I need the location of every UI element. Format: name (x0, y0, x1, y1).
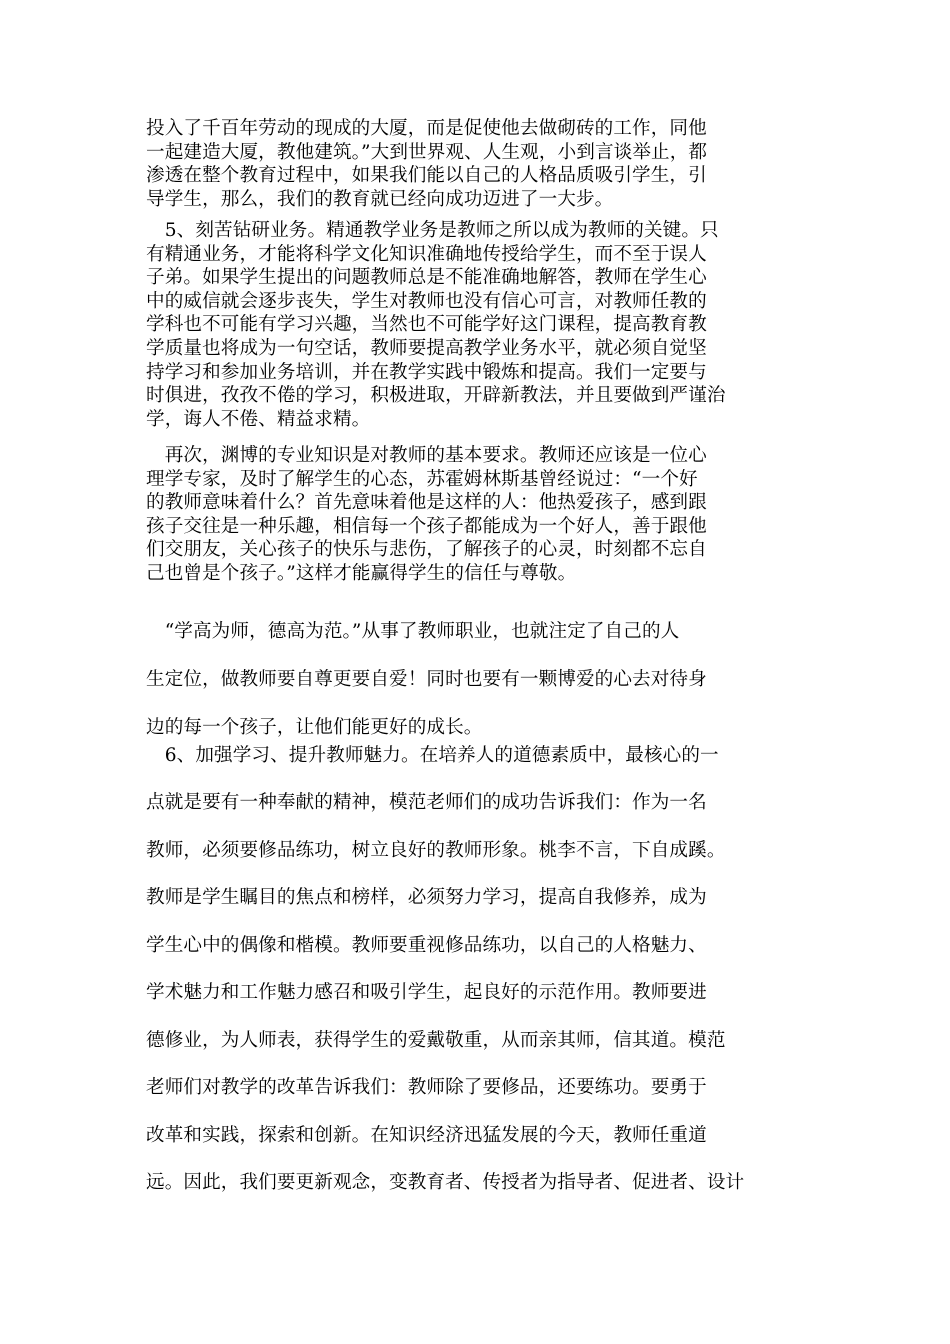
paragraph-line: 6、加强学习、提升教师魅力。在培养人的道德素质中，最核心的一 (146, 745, 719, 766)
paragraph-line: 渗透在整个教育过程中，如果我们能以自己的人格品质吸引学生，引 (146, 165, 707, 187)
paragraph-line: 生定位，做教师要自尊更要自爱！同时也要有一颗博爱的心去对待身 (146, 668, 707, 690)
paragraph-line: 一起建造大厦，教他建筑。”大到世界观、人生观，小到言谈举止，都 (146, 141, 708, 163)
paragraph-line: 改革和实践，探索和创新。在知识经济迅猛发展的今天，教师任重道 (146, 1124, 707, 1146)
paragraph-line: 学术魅力和工作魅力感召和吸引学生，起良好的示范作用。教师要进 (146, 982, 707, 1004)
paragraph-line: 点就是要有一种奉献的精神，模范老师们的成功告诉我们：作为一名 (146, 792, 707, 814)
paragraph-line: 学质量也将成为一句空话，教师要提高教学业务水平，就必须自觉坚 (146, 337, 707, 359)
paragraph-line: 投入了千百年劳动的现成的大厦，而是促使他去做砌砖的工作，同他 (146, 118, 707, 139)
paragraph-line: 学科也不可能有学习兴趣，当然也不可能学好这门课程，提高教育教 (146, 314, 707, 336)
paragraph-line: 们交朋友，关心孩子的快乐与悲伤，了解孩子的心灵，时刻都不忘自 (146, 539, 707, 561)
paragraph-line: 导学生，那么，我们的教育就已经向成功迈进了一大步。 (146, 188, 614, 210)
paragraph-line: “学高为师，德高为范。”从事了教师职业，也就注定了自己的人 (146, 621, 680, 642)
paragraph-line: 有精通业务，才能将科学文化知识准确地传授给学生，而不至于误人 (146, 243, 707, 265)
paragraph-4 (146, 620, 806, 764)
paragraph-line: 教师是学生瞩目的焦点和榜样，必须努力学习，提高自我修养，成为 (146, 887, 707, 909)
paragraph-line: 德修业，为人师表，获得学生的爱戴敬重，从而亲其师，信其道。模范 (146, 1029, 726, 1051)
paragraph-line: 学生心中的偶像和楷模。教师要重视修品练功，以自己的人格魅力、 (146, 934, 707, 956)
paragraph-1 (146, 117, 806, 211)
paragraph-line: 边的每一个孩子，让他们能更好的成长。 (146, 716, 483, 738)
paragraph-line: 远。因此，我们要更新观念，变教育者、传授者为指导者、促进者、设计 (146, 1172, 745, 1194)
paragraph-line: 的教师意味着什么？首先意味着他是这样的人：他热爱孩子，感到跟 (146, 492, 707, 514)
paragraph-line: 孩子交往是一种乐趣，相信每一个孩子都能成为一个好人，善于跟他 (146, 515, 707, 537)
paragraph-2 (146, 219, 806, 431)
paragraph-line: 己也曾是个孩子。”这样才能赢得学生的信任与尊敬。 (146, 562, 577, 584)
paragraph-line: 老师们对教学的改革告诉我们：教师除了要修品，还要练功。要勇于 (146, 1077, 707, 1099)
paragraph-line: 子弟。如果学生提出的问题教师总是不能准确地解答，教师在学生心 (146, 267, 707, 289)
paragraph-3 (146, 444, 806, 586)
paragraph-line: 学，诲人不倦、精益求精。 (146, 408, 371, 430)
paragraph-line: 时俱进，孜孜不倦的学习，积极进取，开辟新教法，并且要做到严谨治 (146, 385, 726, 407)
paragraph-line: 教师，必须要修品练功，树立良好的教师形象。桃李不言，下自成蹊。 (146, 839, 726, 861)
paragraph-line: 中的威信就会逐步丧失，学生对教师也没有信心可言，对教师任教的 (146, 290, 707, 312)
paragraph-line: 再次，渊博的专业知识是对教师的基本要求。教师还应该是一位心 (146, 445, 707, 466)
paragraph-line: 5、刻苦钻研业务。精通教学业务是教师之所以成为教师的关键。只 (146, 220, 719, 241)
paragraph-line: 持学习和参加业务培训，并在教学实践中锻炼和提高。我们一定要与 (146, 361, 707, 383)
paragraph-line: 理学专家，及时了解学生的心态，苏霍姆林斯基曾经说过：“一个好 (146, 468, 698, 490)
paragraph-5 (146, 744, 806, 1219)
